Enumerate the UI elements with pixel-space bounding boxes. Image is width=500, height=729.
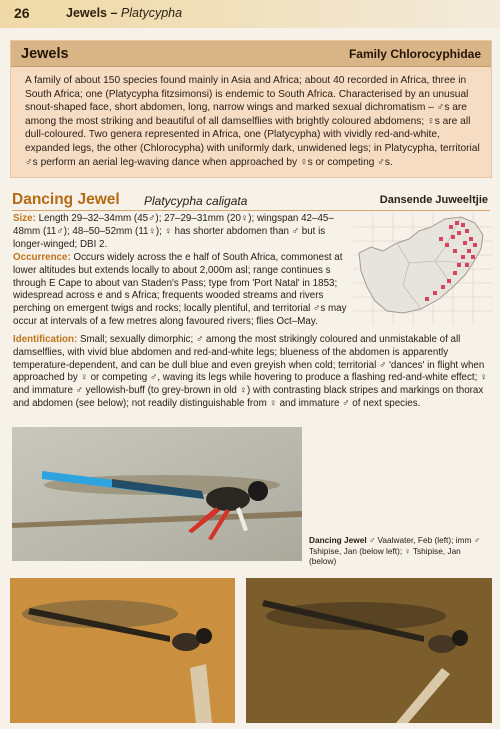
photo-caption: [309, 535, 489, 567]
family-description: A family of about 150 species found mainly in Asia and Africa; about 40 recorded in Africa, three in South Africa; one (Platycypha fitzsimonsi) is endemic to South Africa. Characterised by an unusual snout-shaped face, short abdomen, long, narrow wings and marked sexual dichromatism – ♂s are among the most striking and beautiful of all damselflies with brightly coloured abdomens; ♀s are all dull-coloured. Two genera represented in Africa, one (Platycypha) with vividly red-and-white, expanded legs, the other (Chlorocypha) with uniformly dark, unwidened legs; in Platycypha, territorial ♂s perform an aerial leg-waving dance when approached by ♀s or competing ♂s.: [25, 75, 480, 168]
running-title: [66, 6, 182, 20]
photo-female: [246, 578, 492, 723]
thorax: [206, 487, 250, 511]
family-info-box: [10, 40, 492, 178]
occurrence-paragraph: [13, 252, 349, 329]
identification-label: Identification:: [13, 334, 78, 345]
running-title-separator: –: [107, 6, 121, 20]
thorax: [428, 635, 456, 653]
thorax: [172, 633, 200, 651]
running-title-genus: Platycypha: [120, 6, 183, 20]
occurrence-text: Occurs widely across the e half of South Africa, commonest at lower altitudes but extends locally to about 2,000m asl; range continues s through E Cape to about van Staden's Pass; type from 'Port Natal' in 1853; widespread across e and s Africa; frequents wooded streams and rivers perching on emergent twigs and rocks; locally plentiful, and territorial ♂s may occur at intervals of a few metres along favoured rivers; flies Oct–May.: [13, 252, 347, 327]
caption-text: ♂ Vaalwater, Feb (left); imm ♂ Tshipise, Jan (below left); ♀ Tshipise, Jan (below): [309, 535, 480, 566]
head: [248, 481, 268, 501]
head: [452, 630, 468, 646]
photo-immature-male: [10, 578, 235, 723]
family-taxon: Family Chlorocyphidae: [348, 46, 481, 61]
species-afrikaans-name: Dansende Juweeltjie: [379, 194, 488, 206]
head: [196, 628, 212, 644]
south-africa-outline: [359, 217, 483, 313]
distribution-map: [353, 213, 493, 325]
caption-title: Dancing Jewel: [309, 535, 367, 545]
family-name: Jewels: [21, 45, 69, 62]
size-label: Size:: [13, 213, 36, 224]
occurrence-label: Occurrence:: [13, 252, 71, 263]
identification-paragraph: [13, 334, 491, 411]
page-header: [0, 0, 500, 28]
identification-text: Small; sexually dimorphic; ♂ among the most strikingly coloured and unmistakable of all damselflies, with vivid blue abdomen and red-and-white legs; blueness of the abdomen is apparently temperature-dependent, and can be dull blue and even greyish when cold; territorial ♂ 'dances' in flight when approached by ♀ or competing ♂, waving its legs while hovering to produce a flashing red-and-white effect; ♀ and immature ♂ yellowish-buff (to grey-brown in old ♀) with contrasting black stripes and markings on thorax and abdomen (see below); not readily distinguishable from ♀ and immature ♂ of next species.: [13, 334, 488, 409]
species-heading: [12, 191, 490, 211]
page-number: 26: [14, 5, 30, 21]
running-title-main: Jewels: [66, 6, 108, 20]
species-scientific-name: Platycypha caligata: [144, 194, 248, 208]
family-title-bar: [11, 41, 491, 67]
photo-male-dancing-jewel: [12, 427, 302, 561]
size-text: Length 29–32–34mm (45♂); 27–29–31mm (20♀); wingspan 42–45–48mm (11♂); 48–50–52mm (11♀); ♀ has shorter abdomen than ♂ but is longer-winged; DBI 2.: [13, 213, 334, 250]
species-common-name: Dancing Jewel: [12, 191, 120, 208]
size-paragraph: [13, 213, 343, 251]
